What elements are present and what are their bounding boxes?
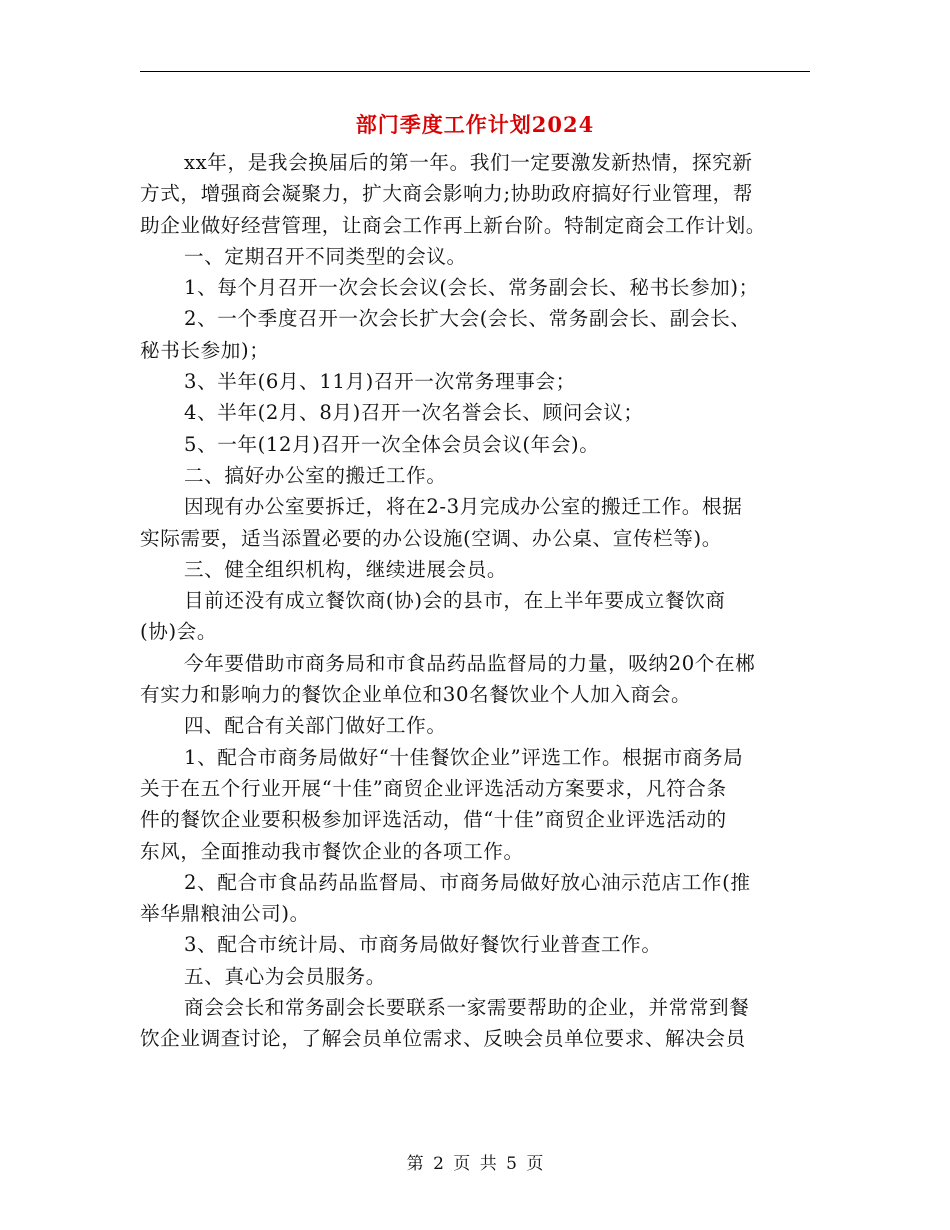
paragraph-line: (协)会。 [140,620,218,644]
document-title: 部门季度工作计划2024 [355,112,595,137]
list-item: 1、配合市商务局做好“十佳餐饮企业”评选工作。根据市商务局 [184,745,744,769]
paragraph-line: 因现有办公室要拆迁，将在2-3月完成办公室的搬迁工作。根据 [184,495,743,519]
list-item: 3、配合市统计局、市商务局做好餐饮行业普查工作。 [184,933,662,957]
header-rule [140,71,810,72]
paragraph-line: 举华鼎粮油公司)。 [140,902,310,926]
paragraph-line: 助企业做好经营管理，让商会工作再上新台阶。特制定商会工作计划。 [140,213,767,237]
section-heading: 三、健全组织机构，继续进展会员。 [184,557,508,581]
section-heading: 五、真心为会员服务。 [184,964,386,988]
section-heading: 四、配合有关部门做好工作。 [184,714,447,738]
paragraph-line: 饮企业调查讨论，了解会员单位需求、反映会员单位要求、解决会员 [140,1027,746,1051]
list-item: 1、每个月召开一次会长会议(会长、常务副会长、秘书长参加)； [184,276,759,300]
section-heading: 一、定期召开不同类型的会议。 [184,244,467,268]
paragraph-line: 东风，全面推动我市餐饮企业的各项工作。 [140,839,524,863]
paragraph-line: 商会会长和常务副会长要联系一家需要帮助的企业，并常常到餐 [184,996,750,1020]
paragraph-line: 有实力和影响力的餐饮企业单位和30名餐饮业个人加入商会。 [140,683,692,707]
paragraph-line: 目前还没有成立餐饮商(协)会的县市，在上半年要成立餐饮商 [184,589,726,613]
paragraph-line: xx年，是我会换届后的第一年。我们一定要激发新热情，探究新 [184,151,753,174]
list-item: 5、一年(12月)召开一次全体会员会议(年会)。 [184,432,600,456]
paragraph-line: 关于在五个行业开展“十佳”商贸企业评选活动方案要求，凡符合条 [140,776,727,800]
document-body [140,147,810,1055]
paragraph-line: 实际需要，适当添置必要的办公设施(空调、办公桌、宣传栏等)。 [140,526,722,550]
list-item: 2、一个季度召开一次会长扩大会(会长、常务副会长、副会长、 [184,307,751,331]
paragraph-line: 今年要借助市商务局和市食品药品监督局的力量，吸纳20个在郴 [184,651,756,675]
paragraph-line: 秘书长参加)； [140,338,270,362]
page-number-footer: 第 2 页 共 5 页 [406,1154,544,1174]
list-item: 4、半年(2月、8月)召开一次名誉会长、顾问会议； [184,401,644,425]
section-heading: 二、搞好办公室的搬迁工作。 [184,463,447,487]
list-item: 3、半年(6月、11月)召开一次常务理事会； [184,370,576,394]
list-item: 2、配合市食品药品监督局、市商务局做好放心油示范店工作(推 [184,870,751,894]
paragraph-line: 件的餐饮企业要积极参加评选活动，借“十佳”商贸企业评选活动的 [140,808,727,832]
paragraph-line: 方式，增强商会凝聚力，扩大商会影响力;协助政府搞好行业管理，帮 [140,182,754,206]
